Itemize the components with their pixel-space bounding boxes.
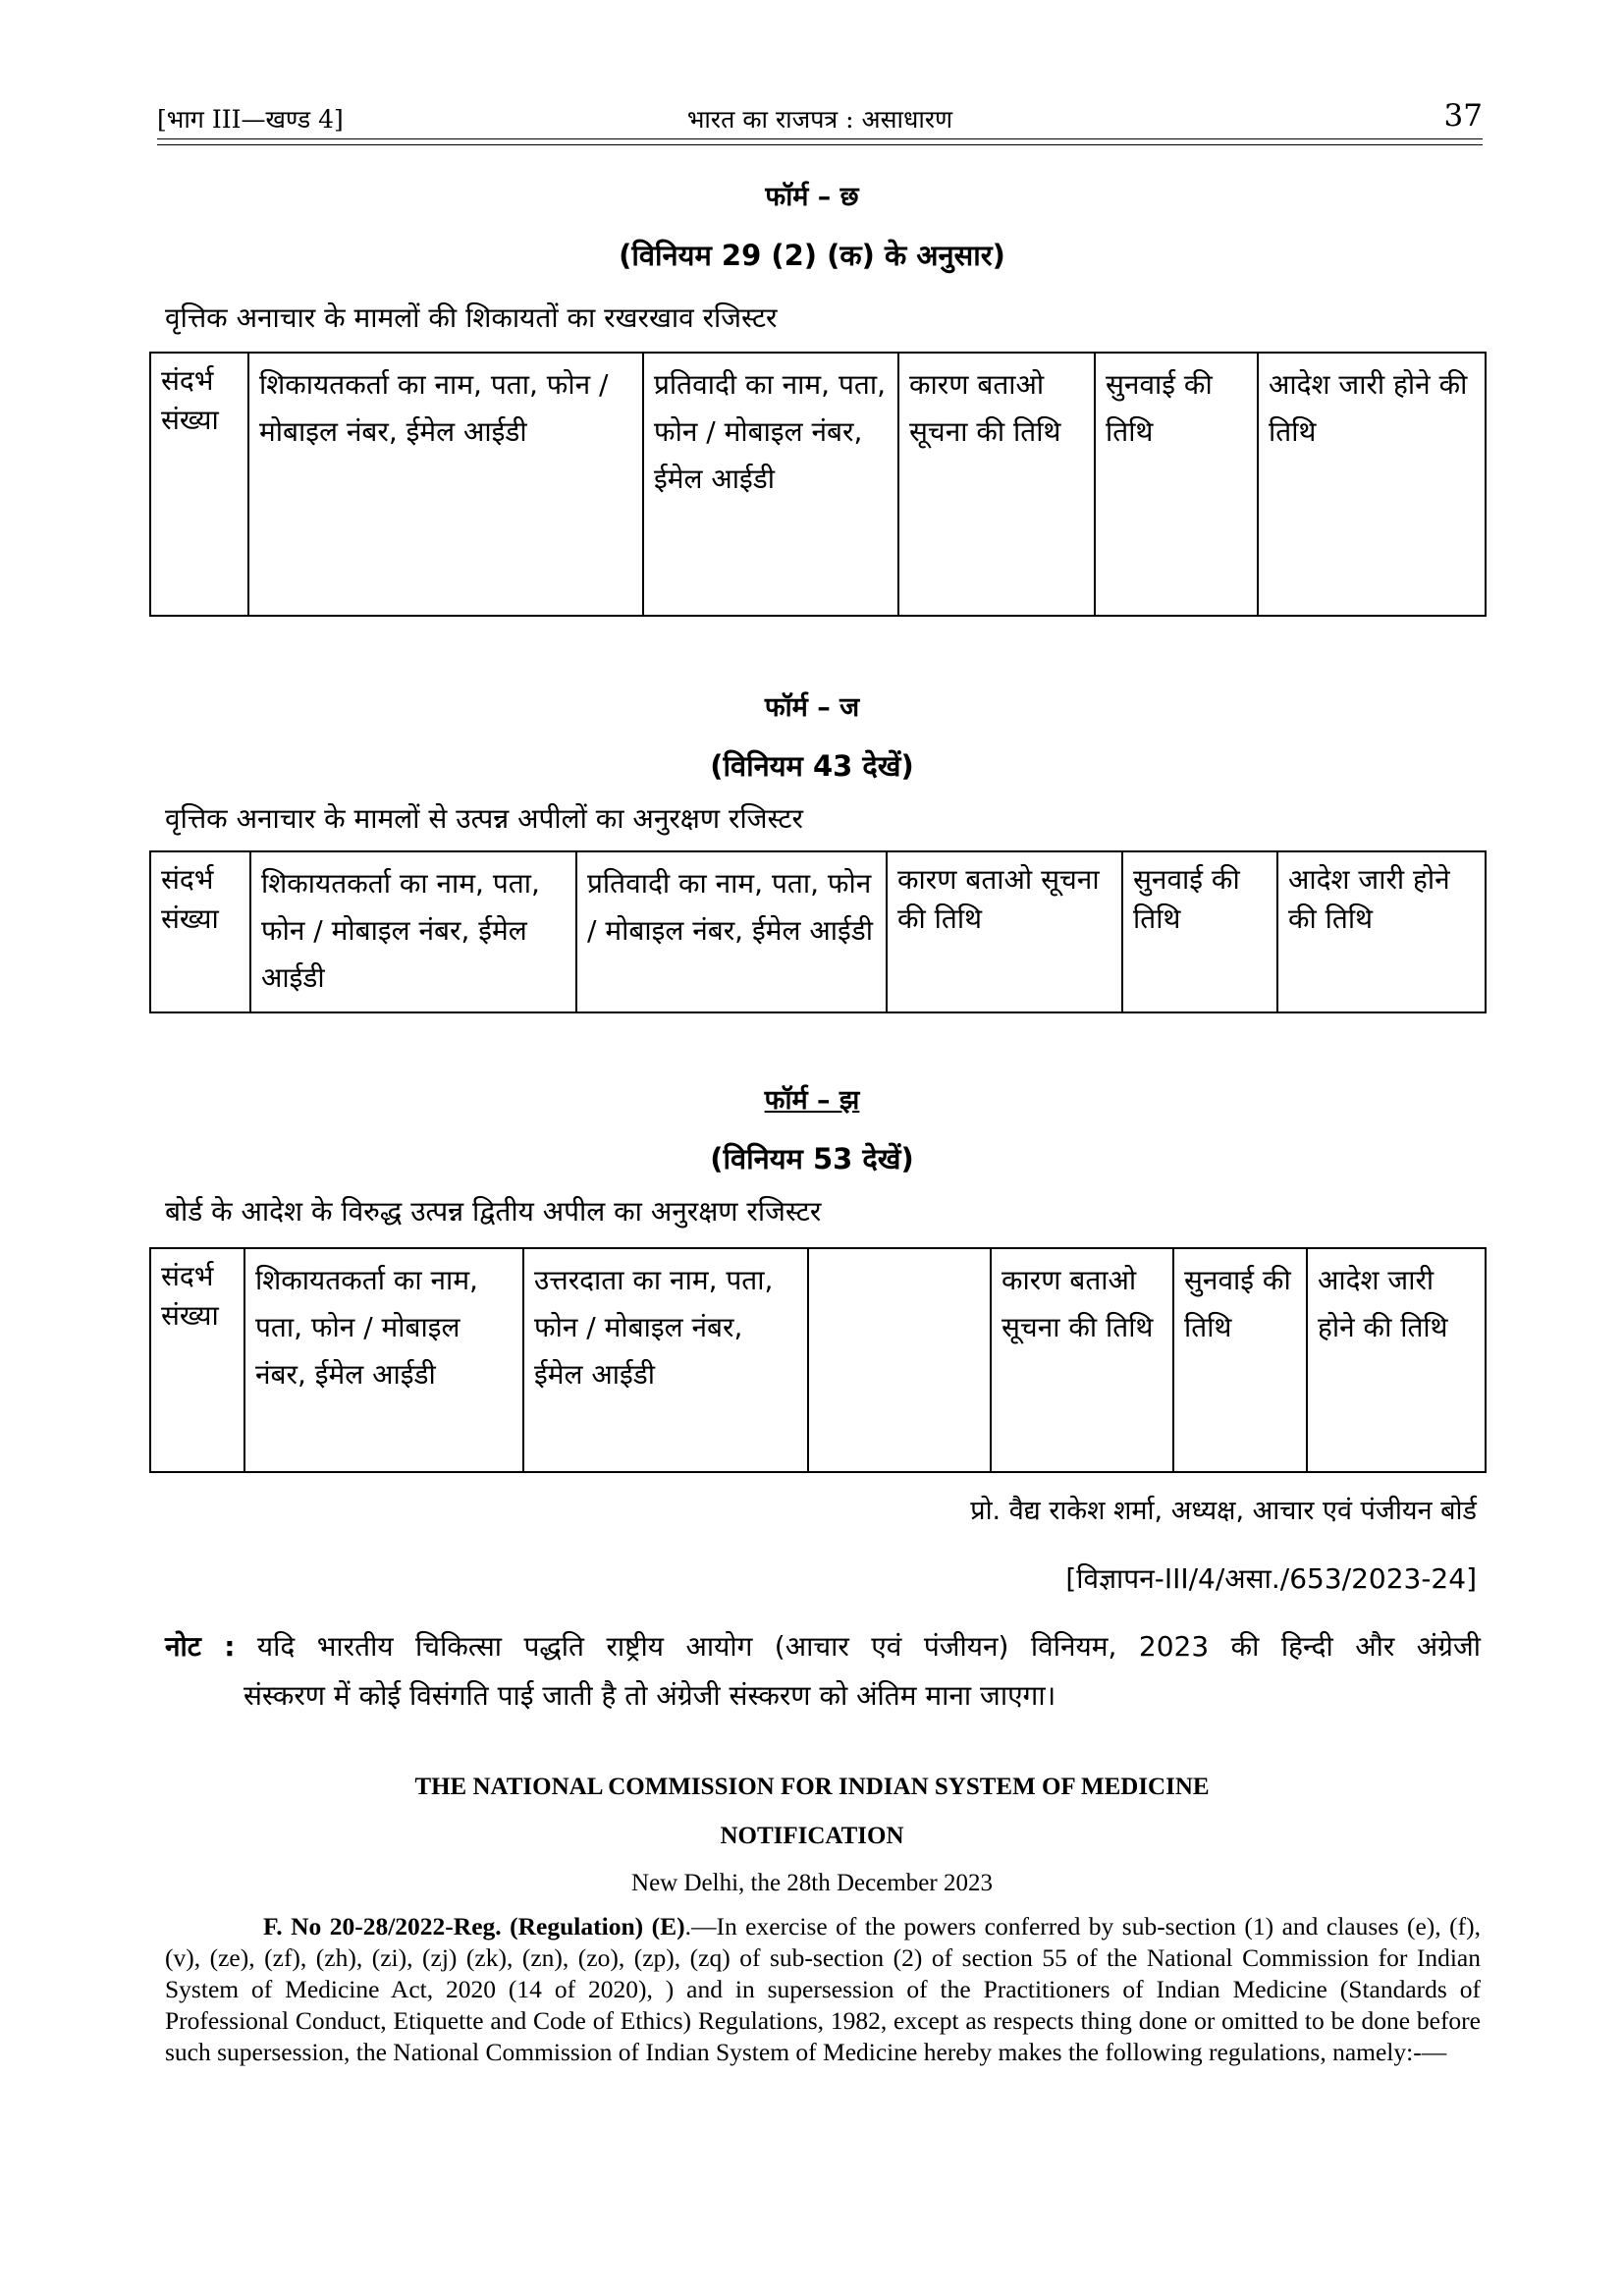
note-text-1: यदि भारतीय चिकित्सा पद्धति राष्ट्रीय आयोग (आचार एवं पंजीयन) विनियम, 2023 की हिन्दी और अंग्रेजी	[256, 1630, 1481, 1663]
col-order-date: आदेश जारी होने की तिथि	[1307, 1248, 1486, 1472]
note-block	[165, 1622, 1481, 1721]
col-show-cause-date: कारण बताओ सूचना की तिथि	[991, 1248, 1173, 1472]
table-header-row	[150, 353, 1486, 616]
form-ja-title: फॉर्म – ज	[764, 692, 860, 723]
col-order-date: आदेश जारी होने की तिथि	[1277, 851, 1486, 1012]
page-number: 37	[1443, 98, 1483, 134]
body-text: .—In exercise of the powers conferred by sub-section (1) and clauses (e), (f), (v), (ze), (zf), (zh), (zi), (zj) (zk), (zn), (zo), (zp), (zq) of sub-section (2) of section 55 of the National Commission for Indian System of Medicine Act, 2020 (14 of 2020), ) and in supersession of the Practitioners of Indian Medicine (Standards of Professional Conduct, Etiquette and Code of Ethics) Regulations, 1982, except as respects thing done or omitted to be done before such supersession, the National Commission of Indian System of Medicine hereby makes the following regulations, namely:-—	[165, 1912, 1481, 2066]
table-header-row	[150, 1248, 1486, 1472]
form-jha-caption: बोर्ड के आदेश के विरुद्ध उत्पन्न द्वितीय अपील का अनुरक्षण रजिस्टर	[165, 1195, 822, 1228]
col-reference-number: संदर्भ संख्या	[150, 851, 250, 1012]
form-jha-regulation: (विनियम 53 देखें)	[710, 1142, 914, 1175]
form-chha-title: फॉर्म – छ	[765, 182, 859, 212]
col-show-cause-date: कारण बताओ सूचना की तिथि	[898, 353, 1095, 616]
date-line: New Delhi, the 28th December 2023	[631, 1870, 993, 1896]
signatory: प्रो. वैद्य राकेश शर्मा, अध्यक्ष, आचार एवं पंजीयन बोर्ड	[970, 1496, 1477, 1526]
col-blank	[808, 1248, 991, 1472]
form-jha-title: फॉर्म – झ	[764, 1085, 860, 1116]
note-line-1	[165, 1622, 1481, 1671]
col-order-date: आदेश जारी होने की तिथि	[1258, 353, 1486, 616]
file-number: F. No 20-28/2022-Reg. (Regulation) (E)	[263, 1912, 685, 1941]
col-respondent-details: उत्तरदाता का नाम, पता, फोन / मोबाइल नंबर, ईमेल आईडी	[523, 1248, 808, 1472]
col-hearing-date: सुनवाई की तिथि	[1122, 851, 1277, 1012]
advertisement-reference: [विज्ञापन-III/4/असा./653/2023-24]	[1065, 1562, 1477, 1595]
form-jha-table	[149, 1247, 1487, 1473]
header-rule	[157, 138, 1483, 139]
col-respondent-details: प्रतिवादी का नाम, पता, फोन / मोबाइल नंबर, ईमेल आईडी	[643, 353, 898, 616]
note-line-2: संस्करण में कोई विसंगति पाई जाती है तो अंग्रेजी संस्करण को अंतिम माना जाएगा।	[244, 1679, 1056, 1712]
form-chha-table	[149, 352, 1487, 617]
col-complainant-details: शिकायतकर्ता का नाम, पता, फोन / मोबाइल नंबर, ईमेल आईडी	[250, 851, 576, 1012]
col-complainant-details: शिकायतकर्ता का नाम, पता, फोन / मोबाइल नंबर, ईमेल आईडी	[244, 1248, 523, 1472]
form-ja-table	[149, 850, 1487, 1013]
header-part-label: [भाग III—खण्ड 4]	[157, 105, 344, 134]
form-chha-caption: वृत्तिक अनाचार के मामलों की शिकायतों का रखरखाव रजिस्टर	[165, 301, 778, 334]
col-hearing-date: सुनवाई की तिथि	[1173, 1248, 1307, 1472]
table-header-row	[150, 851, 1486, 1012]
note-label: नोट :	[165, 1630, 236, 1663]
col-hearing-date: सुनवाई की तिथि	[1095, 353, 1258, 616]
form-ja-regulation: (विनियम 43 देखें)	[710, 749, 914, 783]
form-ja-caption: वृत्तिक अनाचार के मामलों से उत्पन्न अपीलों का अनुरक्षण रजिस्टर	[165, 802, 803, 835]
notification-body	[165, 1911, 1481, 2068]
col-respondent-details: प्रतिवादी का नाम, पता, फोन / मोबाइल नंबर, ईमेल आईडी	[576, 851, 887, 1012]
header-rule	[157, 144, 1483, 145]
page-header	[157, 98, 1483, 137]
form-chha-regulation: (विनियम 29 (2) (क) के अनुसार)	[619, 239, 1005, 272]
commission-title: THE NATIONAL COMMISSION FOR INDIAN SYSTEM OF MEDICINE	[414, 1774, 1210, 1800]
col-complainant-details: शिकायतकर्ता का नाम, पता, फोन / मोबाइल नंबर, ईमेल आईडी	[248, 353, 643, 616]
header-gazette-title: भारत का राजपत्र : असाधारण	[686, 105, 953, 134]
col-reference-number: संदर्भ संख्या	[150, 353, 248, 616]
col-show-cause-date: कारण बताओ सूचना की तिथि	[887, 851, 1122, 1012]
notification-title: NOTIFICATION	[720, 1823, 904, 1849]
col-reference-number: संदर्भ संख्या	[150, 1248, 244, 1472]
